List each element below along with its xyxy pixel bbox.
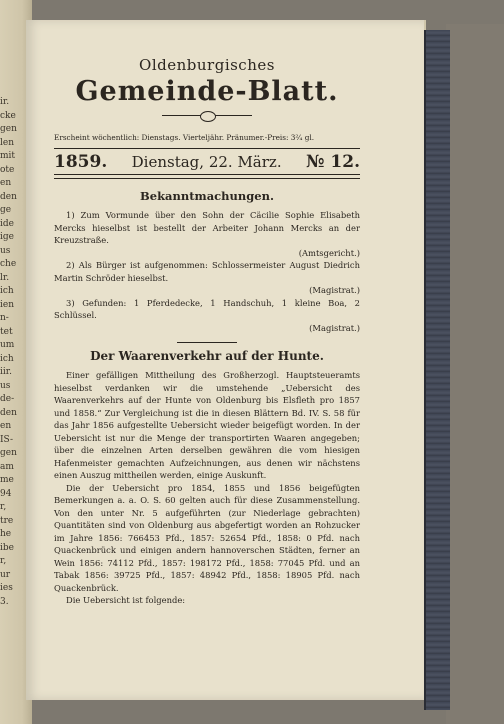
- issue-date: Dienstag, 22. März.: [131, 153, 282, 171]
- publication-info: Erscheint wöchentlich: Dienstags. Vierteljähr. Pränumer.-Preis: 3²⁄₄ gl.: [54, 133, 315, 142]
- issue-year: 1859.: [54, 152, 108, 172]
- book-edge: [446, 24, 504, 724]
- left-page-fragment: 94: [0, 488, 12, 499]
- left-page-fragment: iir.: [0, 367, 12, 377]
- left-page-fragment: ur: [0, 569, 11, 580]
- left-page-fragment: ibe: [0, 542, 14, 553]
- book-spine: [424, 30, 450, 710]
- rule: [54, 148, 360, 149]
- left-page-fragment: en: [0, 178, 12, 188]
- left-page-fragment: am: [0, 461, 14, 472]
- left-page-fragment: ge: [0, 205, 12, 215]
- left-page-fragment: tre: [0, 515, 14, 526]
- left-page-fragment: n-: [0, 313, 9, 323]
- section-heading: Bekanntmachungen.: [140, 189, 274, 203]
- masthead-line1: Oldenburgisches: [139, 56, 275, 74]
- notice-2: [54, 259, 360, 297]
- notice-text: 3) Gefunden: 1 Pferdedecke, 1 Handschuh, 1 kleine Boa, 2 Schlüssel.: [54, 297, 360, 320]
- left-page-fragment: he: [0, 529, 12, 539]
- left-page-fragment: ies: [0, 583, 13, 593]
- notice-3: [54, 297, 360, 335]
- double-rule: [54, 174, 360, 179]
- left-page-fragment: gen: [0, 124, 17, 134]
- left-page-fragment: len: [0, 137, 15, 148]
- left-page-fragment: de-: [0, 394, 15, 404]
- left-page-fragment: gen: [0, 448, 17, 458]
- left-page-fragment: ich: [0, 286, 14, 296]
- left-page-fragment: ide: [0, 218, 14, 229]
- left-page-fragment: r,: [0, 502, 7, 512]
- left-page-fragment: 3.: [0, 596, 9, 607]
- left-page-fragment: mit: [0, 151, 16, 161]
- dateline: [54, 152, 360, 172]
- left-page-fragment: ien: [0, 299, 15, 310]
- notice-source: (Magistrat.): [309, 322, 360, 333]
- left-page-fragment: us: [0, 245, 11, 256]
- masthead-title: Gemeinde-Blatt.: [75, 76, 339, 107]
- left-page-fragment: ige: [0, 232, 14, 242]
- left-page-fragment: en: [0, 421, 12, 431]
- section-divider: [177, 342, 237, 343]
- ornament-divider: [162, 111, 252, 121]
- notice-1: [54, 209, 360, 259]
- left-page-fragment: che: [0, 259, 17, 269]
- notice-text: 1) Zum Vormunde über den Sohn der Cäcilie Sophie Elisabeth Mercks hieselbst ist bestellt der Arbeiter Johann Mercks an der Kreuzstraße.: [54, 210, 360, 245]
- left-page-fragment: IS-: [0, 434, 14, 445]
- article-paragraph: Die Uebersicht ist folgende:: [66, 595, 186, 605]
- left-page-fragment: ir.: [0, 97, 10, 107]
- left-page-fragment: r,: [0, 556, 7, 566]
- left-page-fragment: ote: [0, 164, 15, 175]
- left-page-fragment: us: [0, 380, 11, 391]
- left-page-fragment: lr.: [0, 272, 10, 283]
- left-page-fragment: um: [0, 340, 15, 350]
- notice-source: (Amtsgericht.): [298, 247, 360, 258]
- left-page-fragment: tet: [0, 326, 13, 337]
- left-page-fragment: cke: [0, 110, 16, 121]
- left-page-fragment: den: [0, 407, 17, 418]
- left-page-fragment: ich: [0, 353, 14, 364]
- article-heading: Der Waarenverkehr auf der Hunte.: [90, 349, 324, 363]
- page-content: [54, 46, 360, 607]
- issue-number: № 12.: [306, 152, 360, 172]
- notice-text: 2) Als Bürger ist aufgenommen: Schlossermeister August Diedrich Martin Schröder hieselbst.: [54, 260, 360, 283]
- left-page-fragment: me: [0, 475, 14, 485]
- article-paragraph: Einer gefälligen Mittheilung des Großherzogl. Hauptsteueramts hieselbst verdanken wir die umstehende „Uebersicht des Waarenverkehrs auf der Hunte von Oldenburg bis Elsfleth pro 1857 und 1858.“ Zur Vergleichung ist die in diesen Blättern Bd. IV. S. 58 für das Jahr 1856 aufgestellte Uebersicht wieder beigefügt worden. In der Uebersicht ist nur die Menge der transportirten Waaren angegeben; über die einzelnen Arten derselben gewähren die vom hiesigen Hafenmeister gemachten Aufzeichnungen, aus denen wir nächstens einen Auszug mittheilen werden, einige Auskunft.: [54, 370, 360, 480]
- article-paragraph: Die der Uebersicht pro 1854, 1855 und 1856 beigefügten Bemerkungen a. a. O. S. 60 gelten auch für diese Zusammenstellung. Von den unter Nr. 5 aufgeführten (zur Niederlage gebrachten) Quantitäten sind von Oldenburg aus abgefertigt worden an Rohzucker im Jahre 1856: 766453 Pfd., 1857: 52654 Pfd., 1858: 0 Pfd. nach Quackenbrück und einigen andern hannoverschen Städten, ferner an Wein 1856: 74112 Pfd., 1857: 198172 Pfd., 1858: 77045 Pfd. und an Tabak 1856: 39725 Pfd., 1857: 48942 Pfd., 1858: 18905 Pfd. nach Quackenbrück.: [54, 482, 360, 593]
- notice-source: (Magistrat.): [309, 285, 360, 295]
- left-page-fragment: den: [0, 191, 17, 202]
